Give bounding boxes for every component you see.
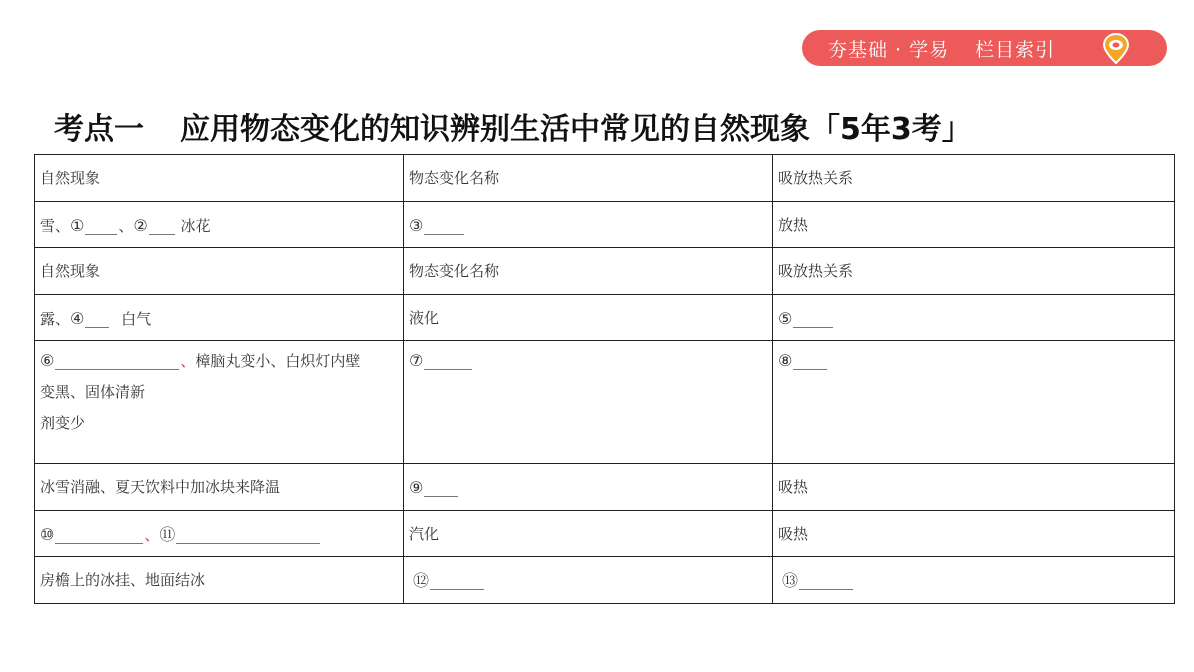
answer-blank[interactable]: [55, 524, 143, 544]
phase-change-table: [34, 154, 1175, 604]
blank-number: ⑪: [159, 524, 176, 544]
answer-blank[interactable]: [424, 350, 472, 370]
table-cell: 房檐上的冰挂、地面结冰: [35, 557, 404, 604]
table-row: [35, 294, 1175, 341]
cell-text: 变黑、固体清新: [40, 383, 146, 401]
table-row: [35, 201, 1175, 248]
cell-text: 冰花: [175, 216, 211, 235]
table-cell: [35, 201, 404, 248]
cell-text: 樟脑丸变小、白炽灯内壁: [195, 352, 361, 370]
table-row: [35, 557, 1175, 604]
table-row: [35, 341, 1175, 464]
table-cell: [35, 294, 404, 341]
table-cell: 冰雪消融、夏天饮料中加冰块来降温: [35, 464, 404, 511]
answer-blank[interactable]: [149, 215, 175, 235]
table-row: [35, 464, 1175, 511]
blank-number: ⑦: [409, 351, 424, 370]
cell-text: 露、: [40, 309, 71, 328]
table-row: [35, 248, 1175, 295]
answer-blank[interactable]: [793, 308, 833, 328]
blank-number: ⑧: [778, 351, 793, 370]
answer-blank[interactable]: [176, 524, 320, 544]
nav-index-link[interactable]: 栏目索引: [975, 38, 1056, 61]
table-cell: 吸放热关系: [773, 248, 1175, 295]
table-cell: [773, 341, 1175, 464]
table-cell: 物态变化名称: [404, 248, 773, 295]
blank-number: ⑥: [40, 351, 55, 370]
title-prefix: 考点一: [54, 112, 144, 147]
table-cell: [404, 341, 773, 464]
cell-text: 雪、: [40, 216, 71, 235]
blank-number: ⑩: [40, 524, 55, 544]
answer-blank[interactable]: [799, 570, 853, 590]
blank-number: ⑨: [409, 478, 424, 497]
answer-blank[interactable]: [424, 477, 458, 497]
table-cell: [35, 510, 404, 557]
table-cell: 液化: [404, 294, 773, 341]
answer-blank[interactable]: [430, 570, 484, 590]
nav-basic-link[interactable]: 夯基础 · 学易: [828, 38, 950, 61]
table-cell: 吸热: [773, 464, 1175, 511]
table-header-row: [35, 155, 1175, 202]
table-cell: [404, 201, 773, 248]
cell-text: 、: [118, 216, 134, 235]
table-cell: [773, 294, 1175, 341]
cell-text: 、: [180, 352, 196, 370]
blank-number: ⑬: [782, 571, 799, 590]
blank-number: ⑫: [413, 571, 430, 590]
cell-text: 剂变少: [40, 414, 86, 432]
answer-blank[interactable]: [85, 215, 117, 235]
blank-number: ⑤: [778, 308, 793, 328]
header-cell: 吸放热关系: [773, 155, 1175, 202]
blank-number: ②: [133, 215, 148, 235]
table-row: [35, 510, 1175, 557]
table-cell: [35, 341, 404, 464]
header-cell: 自然现象: [35, 155, 404, 202]
cell-text: 白气: [121, 309, 152, 328]
answer-blank[interactable]: [55, 350, 179, 370]
title-text: 应用物态变化的知识辨别生活中常见的自然现象「5年3考」: [180, 112, 972, 147]
answer-blank[interactable]: [424, 215, 464, 235]
map-pin-icon[interactable]: [1098, 30, 1134, 66]
blank-number: ④: [70, 308, 85, 328]
table-cell: 自然现象: [35, 248, 404, 295]
table-cell: [404, 557, 773, 604]
table-cell: 汽化: [404, 510, 773, 557]
answer-blank[interactable]: [793, 350, 827, 370]
table-cell: [404, 464, 773, 511]
cell-text: 、: [144, 525, 160, 544]
blank-number: ③: [409, 215, 424, 235]
table-cell: [773, 557, 1175, 604]
table-cell: 放热: [773, 201, 1175, 248]
header-cell: 物态变化名称: [404, 155, 773, 202]
answer-blank[interactable]: [85, 308, 109, 328]
page-title: [54, 104, 972, 150]
table-cell: 吸热: [773, 510, 1175, 557]
blank-number: ①: [70, 215, 85, 235]
